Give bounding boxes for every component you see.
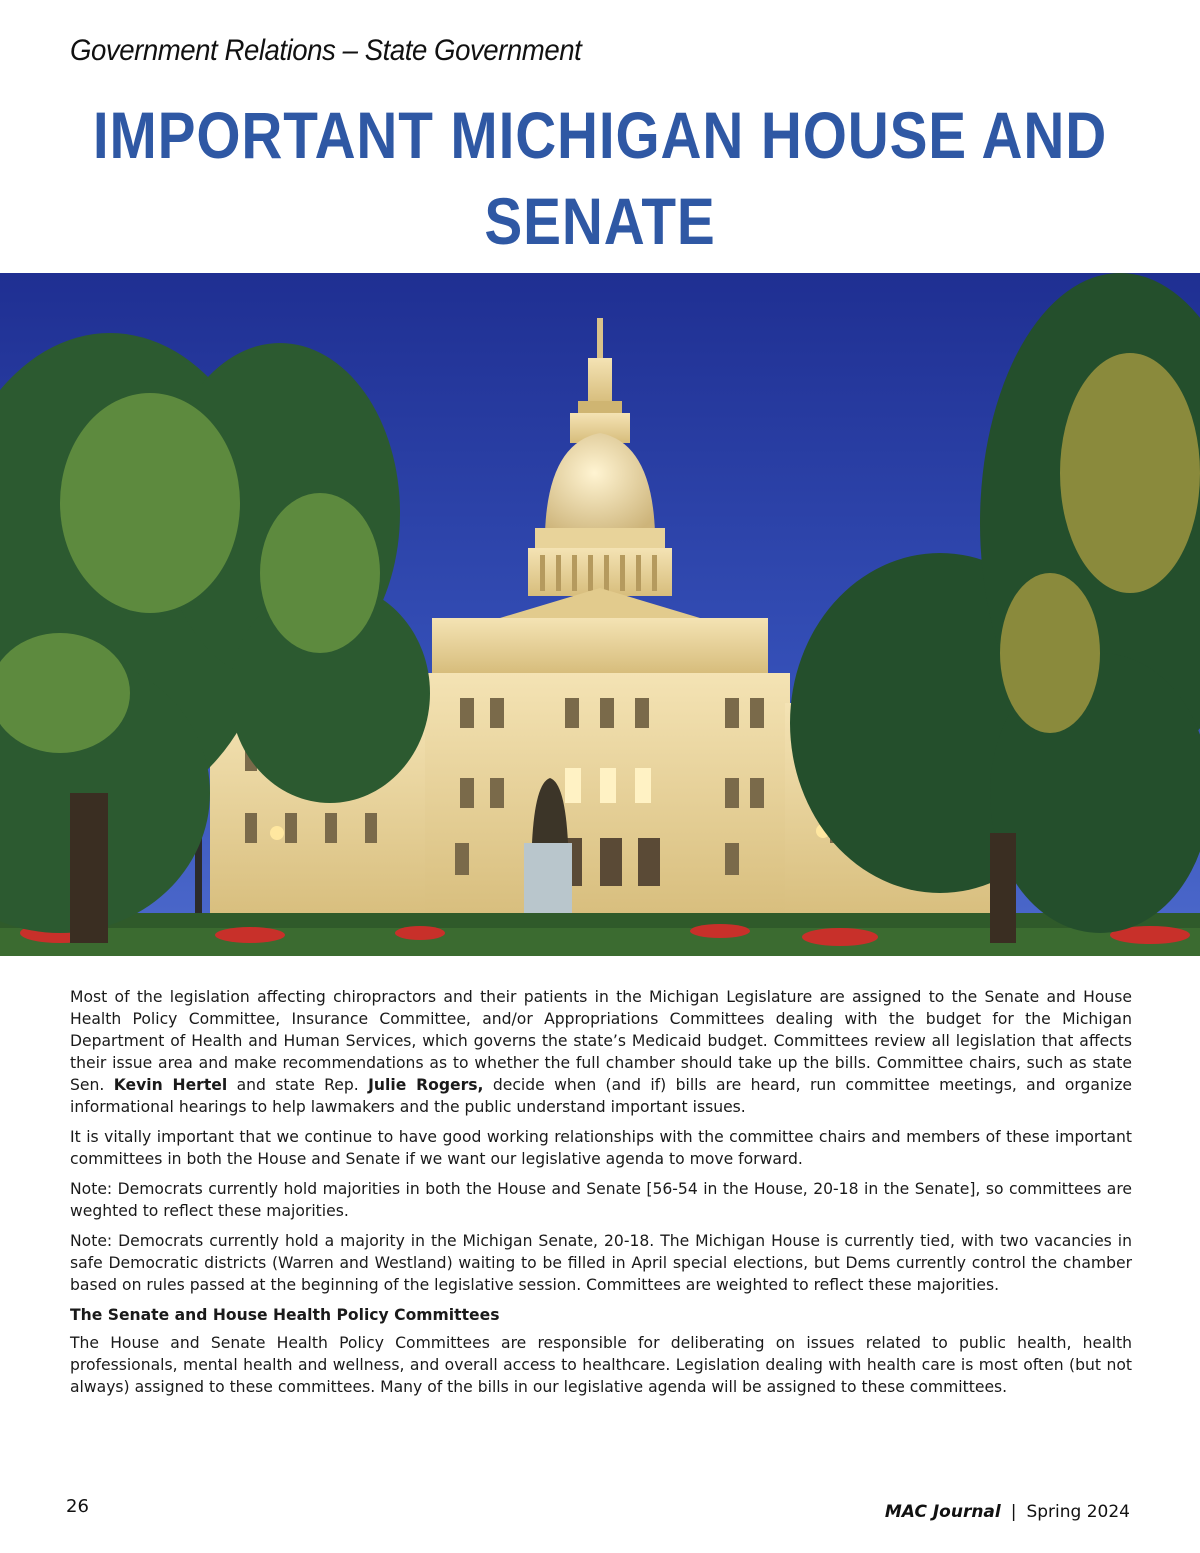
issue-label: Spring 2024 bbox=[1026, 1502, 1130, 1522]
senator-name: Kevin Hertel bbox=[113, 1076, 228, 1094]
paragraph-intro-text-a: Most of the legislation affecting chiropractors and their patients in the Michigan Legislature are assigned to the Senate and House Health Policy Committee, Insurance Committee, and/or Appropriations Committees dealing with the budget for the Michigan Department of Health and Human Services, which governs the state’s Medicaid budget. Committees review all legislation that affects their issue area and make recommendations as to whether the full chamber should take up the bills. Committee chairs, such as state Sen. bbox=[70, 988, 1132, 1094]
subhead-health-policy: The Senate and House Health Policy Committees bbox=[70, 1306, 500, 1324]
headline-line-1: IMPORTANT MICHIGAN HOUSE AND SENATE bbox=[92, 98, 1108, 258]
capitol-photo bbox=[0, 273, 1200, 956]
footer-separator: | bbox=[1010, 1502, 1017, 1522]
representative-name: Julie Rogers, bbox=[368, 1076, 484, 1094]
paragraph-health-policy: The House and Senate Health Policy Committees are responsible for deliberating on issues related to public health, health professionals, mental health and wellness, and overall access to healthcare. Legislation dealing with health care is most often (but not always) assigned to these committees. Many of the bills in our legislative agenda will be assigned to these committees. bbox=[70, 1334, 1132, 1396]
page-number: 26 bbox=[66, 1496, 89, 1517]
section-label: Government Relations – State Government bbox=[70, 34, 582, 67]
paragraph-note-majorities: Note: Democrats currently hold majorities in both the House and Senate [56-54 in the House, 20-18 in the Senate], so committees are weghted to reflect these majorities. bbox=[70, 1180, 1132, 1220]
paragraph-relationships: It is vitally important that we continue to have good working relationships with the committee chairs and members of these important committees in both the House and Senate if we want our legislative agenda to move forward. bbox=[70, 1128, 1132, 1168]
article-body bbox=[70, 986, 1132, 1406]
paragraph-intro-text-c: decide when (and if) bills are heard, run committee meetings, and organize informational hearings to help lawmakers and the public understand important issues. bbox=[70, 1076, 1132, 1116]
journal-name: MAC Journal bbox=[884, 1502, 1001, 1522]
paragraph-intro-text-b: and state Rep. bbox=[227, 1076, 369, 1094]
paragraph-intro bbox=[70, 986, 1132, 1118]
footer bbox=[885, 1502, 1130, 1522]
paragraph-note-senate: Note: Democrats currently hold a majority in the Michigan Senate, 20-18. The Michigan House is currently tied, with two vacancies in safe Democratic districts (Warren and Westland) waiting to be filled in April special elections, but Dems currently control the chamber based on rules passed at the beginning of the legislative session. Committees are weighted to reflect these majorities. bbox=[70, 1232, 1132, 1294]
